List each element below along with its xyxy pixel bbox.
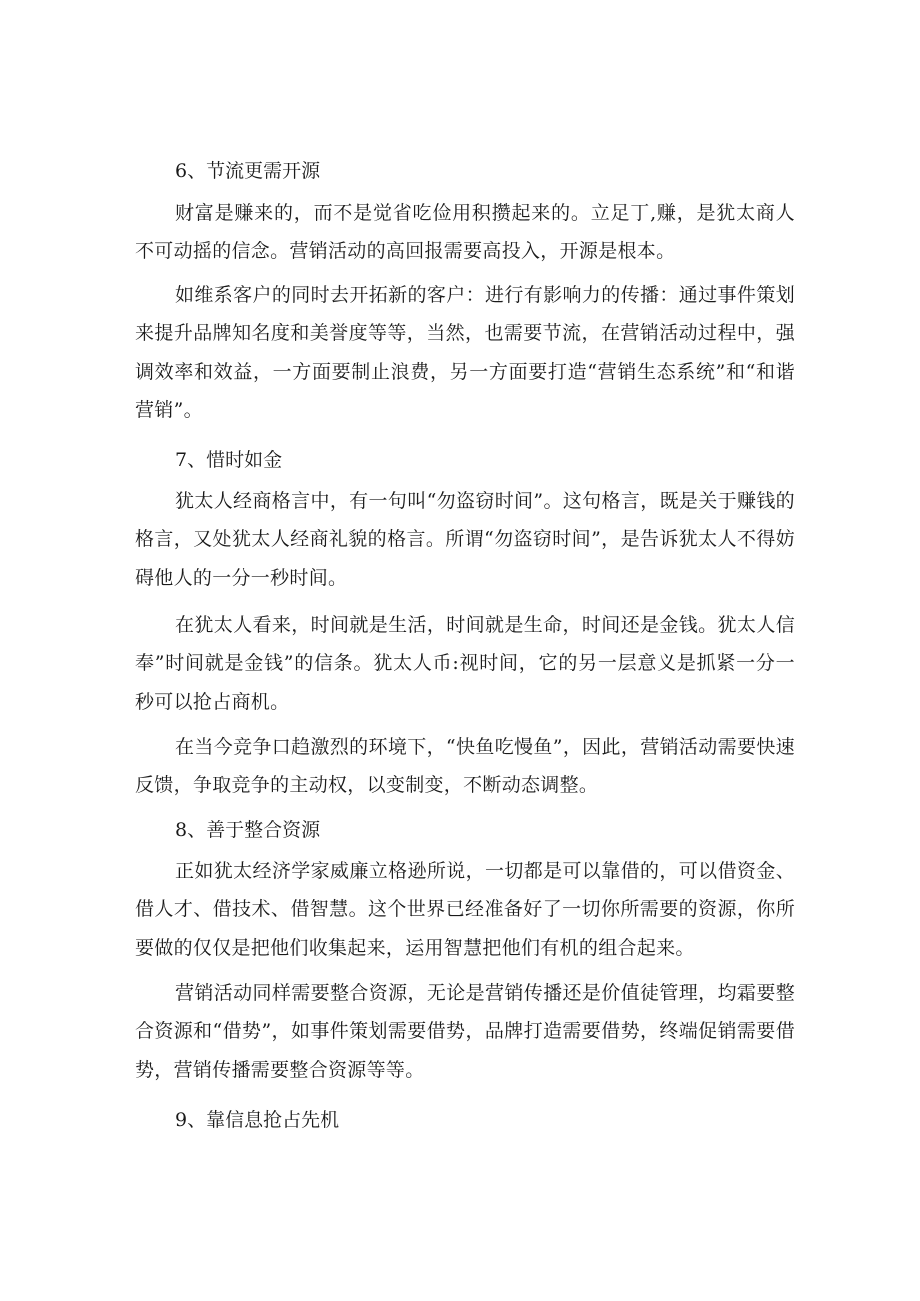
section-heading-8: 8、善于整合资源 [175,819,321,841]
paragraph-6-1: 财富是赚来的，而不是觉省吃俭用积攒起来的。立足丁,赚，是犹太商人不可动摇的信念。营销活动的高回报需要高投入，开源是根本。 [135,202,795,263]
paragraph-7-2: 在犹太人看来，时间就是生活，时间就是生命，时间还是金钱。犹太人信奉”时间就是金钱”的信条。犹太人币:视时间，它的另一层意义是抓紧一分一秒可以抢占商机。 [135,614,795,713]
paragraph-6-2: 如维系客户的同时去开拓新的客户：进行有影响力的传播：通过事件策划来提升品牌知名度和美誉度等等，当然，也需要节流，在营销活动过程中，强调效率和效益，一方面要制止浪费，另一方面要打造“营销生态系统”和“和谐营销”。 [135,284,795,422]
section-heading-6: 6、节流更需开源 [175,160,321,182]
paragraph-8-1: 正如犹太经济学家威廉立格逊所说，一切都是可以靠借的，可以借资金、借人才、借技术、借智慧。这个世界已经准备好了一切你所需要的资源，你所要做的仅仅是把他们收集起来，运用智慧把他们有机的组合起来。 [135,860,795,959]
paragraph-7-3: 在当今竞争口趋激烈的环境下，“快鱼吃慢鱼”，因此，营销活动需要快速反馈，争取竞争的主动权，以变制变，不断动态调整。 [135,736,795,797]
section-heading-7: 7、惜时如金 [175,449,283,471]
section-heading-9: 9、靠信息抢占先机 [175,1109,340,1131]
paragraph-8-2: 营销活动同样需要整合资源，无论是营销传播还是价值徒管理，均霜要整合资源和“借势”，如事件策划需要借势，品牌打造需要借势，终端促销需要借势，营销传播需要整合资源等等。 [135,982,795,1081]
paragraph-7-1: 犹太人经商格言中，有一句叫“勿盗窃时间”。这句格言，既是关于赚钱的格言，又处犹太人经商礼貌的格言。所谓“勿盗窃时间”，是告诉犹太人不得妨碍他人的一分一秒时间。 [135,490,795,589]
